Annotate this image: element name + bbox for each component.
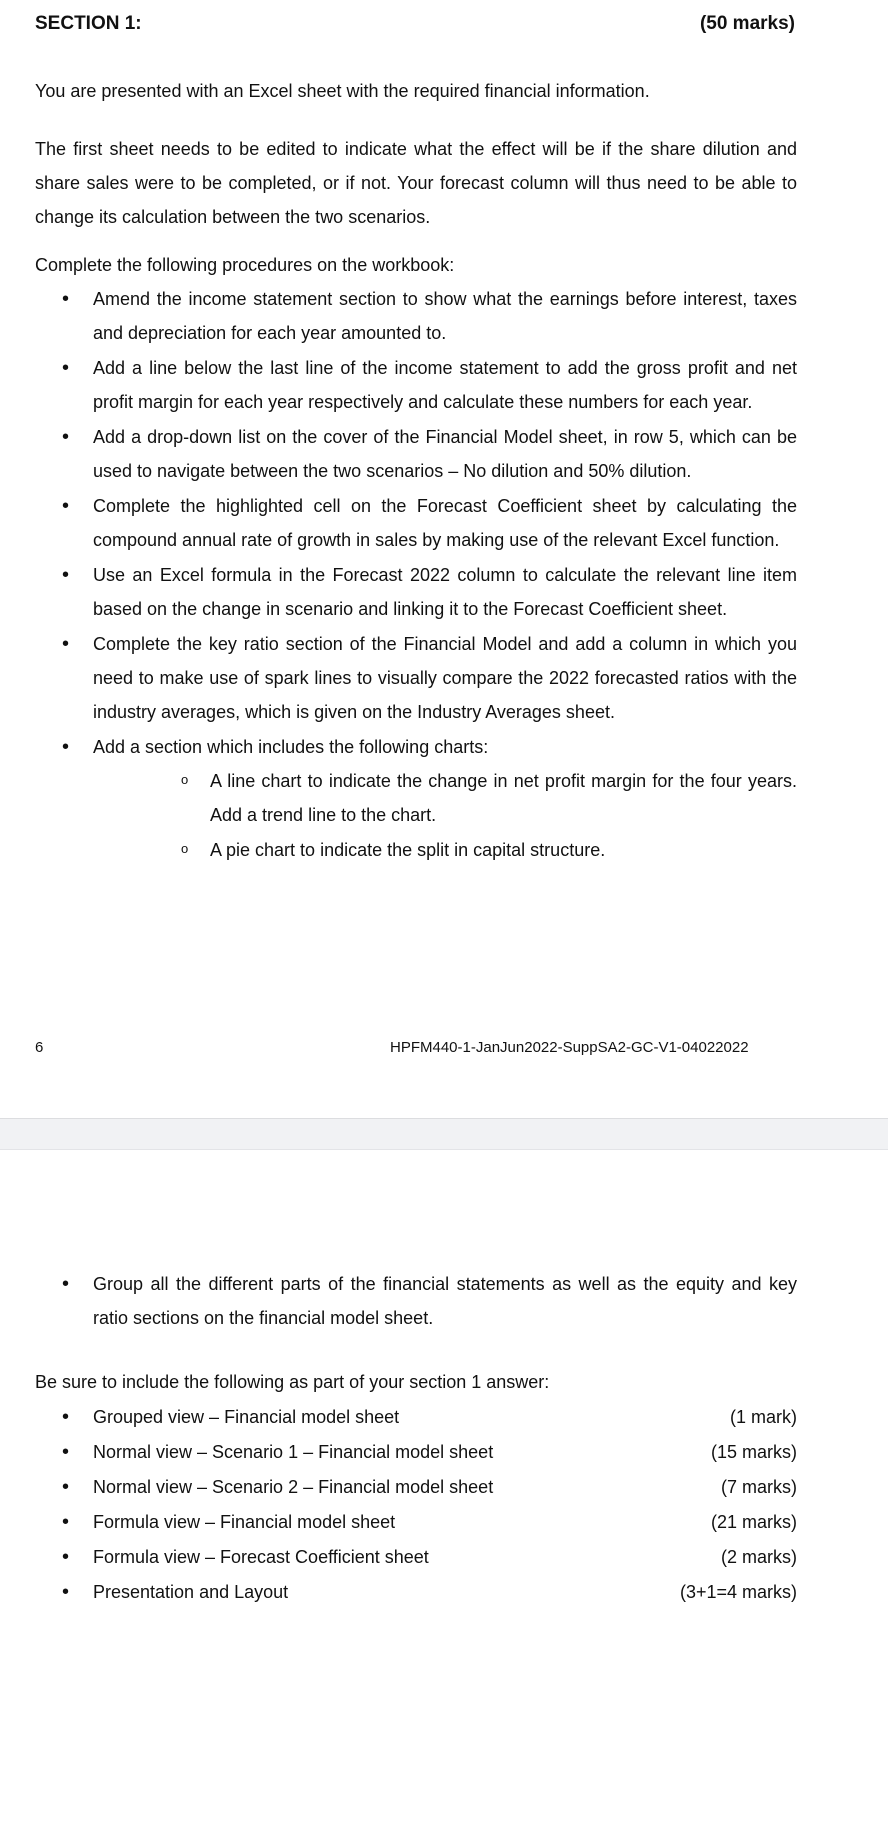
page-separator [0, 1118, 888, 1150]
list-item: • Group all the different parts of the financial statements as well as the equity and key ratio sections on the financial model sheet. [35, 1267, 797, 1335]
section-marks: (50 marks) [699, 13, 795, 34]
list-item: • Add a section which includes the following charts: o A line chart to indicate the change in net profit margin for the four years. Add a trend line to the chart. o A pie chart to indicate the split in capital structure. [35, 730, 797, 867]
answer-item: • Formula view – Financial model sheet (21 marks) [35, 1505, 797, 1540]
procedures-list [35, 282, 797, 868]
section-header [35, 12, 795, 36]
list-item: • Use an Excel formula in the Forecast 2022 column to calculate the relevant line item based on the change in scenario and linking it to the Forecast Coefficient sheet. [35, 558, 797, 626]
answer-item: • Presentation and Layout (3+1=4 marks) [35, 1575, 797, 1610]
list-item: • Add a line below the last line of the income statement to add the gross profit and net profit margin for each year respectively and calculate these numbers for each year. [35, 351, 797, 419]
list-item: • Add a drop-down list on the cover of the Financial Model sheet, in row 5, which can be used to navigate between the two scenarios – No dilution and 50% dilution. [35, 420, 797, 488]
list-item: • Complete the key ratio section of the Financial Model and add a column in which you need to make use of spark lines to visually compare the 2022 forecasted ratios with the industry averages, which is given on the Industry Averages sheet. [35, 627, 797, 729]
page-7 [0, 1150, 888, 1824]
list-item: • Amend the income statement section to show what the earnings before interest, taxes and depreciation for each year amounted to. [35, 282, 797, 350]
answer-item: • Formula view – Forecast Coefficient sheet (2 marks) [35, 1540, 797, 1575]
answer-item: • Normal view – Scenario 1 – Financial model sheet (15 marks) [35, 1435, 797, 1470]
sublist-item: o A line chart to indicate the change in net profit margin for the four years. Add a trend line to the chart. [93, 764, 797, 832]
page-number: 6 [35, 1039, 44, 1056]
list-item: • Complete the highlighted cell on the Forecast Coefficient sheet by calculating the compound annual rate of growth in sales by making use of the relevant Excel function. [35, 489, 797, 557]
document-code: HPFM440-1-JanJun2022-SuppSA2-GC-V1-04022022 [390, 1039, 749, 1056]
section-title: SECTION 1: [35, 13, 142, 34]
answer-item: • Grouped view – Financial model sheet (1 mark) [35, 1400, 797, 1435]
sublist-item: o A pie chart to indicate the split in capital structure. [93, 833, 797, 867]
answer-items-list [35, 1400, 797, 1610]
charts-sublist [93, 764, 797, 867]
first-sheet-paragraph: The first sheet needs to be edited to indicate what the effect will be if the share dilution and share sales were to be completed, or if not. Your forecast column will thus need to be able to change its calculation between the two scenarios. [35, 139, 797, 227]
intro-paragraph: You are presented with an Excel sheet with the required financial information. [35, 81, 650, 101]
group-list [35, 1267, 797, 1336]
include-heading: Be sure to include the following as part of your section 1 answer: [35, 1372, 550, 1392]
procedures-heading: Complete the following procedures on the workbook: [35, 255, 455, 275]
answer-item: • Normal view – Scenario 2 – Financial model sheet (7 marks) [35, 1470, 797, 1505]
